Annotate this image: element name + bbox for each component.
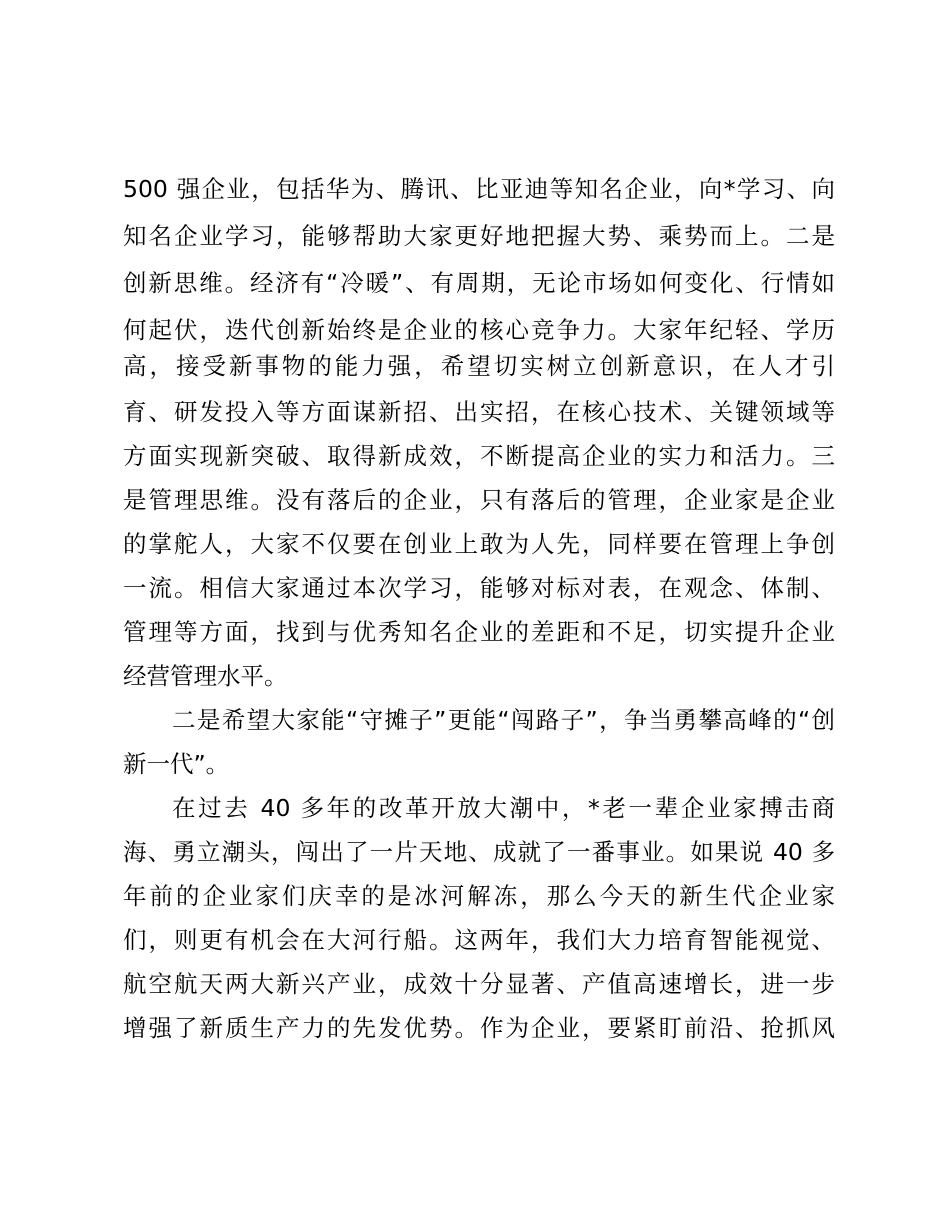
text-line: 在过去 40 多年的改革开放大潮中，*老一辈企业家搏击商 (172, 794, 835, 822)
text-line: 新一代”。 (123, 750, 230, 778)
text-line: 一流。相信大家通过本次学习，能够对标对表，在观念、体制、 (123, 574, 835, 602)
text-line: 方面实现新突破、取得新成效，不断提高企业的实力和活力。三 (123, 442, 835, 470)
text-line: 增强了新质生产力的先发优势。作为企业，要紧盯前沿、抢抓风 (123, 1014, 835, 1042)
text-line: 500 强企业，包括华为、腾讯、比亚迪等知名企业，向*学习、向 (123, 175, 835, 203)
text-line: 海、勇立潮头，闯出了一片天地、成就了一番事业。如果说 40 多 (123, 838, 835, 866)
text-line: 管理等方面，找到与优秀知名企业的差距和不足，切实提升企业 (123, 618, 835, 646)
text-line: 的掌舵人，大家不仅要在创业上敢为人先，同样要在管理上争创 (123, 530, 835, 558)
text-line: 们，则更有机会在大河行船。这两年，我们大力培育智能视觉、 (123, 926, 835, 954)
text-line: 经营管理水平。 (123, 662, 288, 690)
text-line: 二是希望大家能“守摊子”更能“闯路子”，争当勇攀高峰的“创 (172, 706, 835, 734)
text-line: 育、研发投入等方面谋新招、出实招，在核心技术、关键领域等 (123, 398, 835, 426)
text-line: 知名企业学习，能够帮助大家更好地把握大势、乘势而上。二是 (123, 222, 835, 250)
text-line: 高，接受新事物的能力强，希望切实树立创新意识，在人才引 (123, 352, 835, 380)
text-line: 年前的企业家们庆幸的是冰河解冻，那么今天的新生代企业家 (123, 882, 835, 910)
text-line: 航空航天两大新兴产业，成效十分显著、产值高速增长，进一步 (123, 970, 835, 998)
text-line: 创新思维。经济有“冷暖”、有周期，无论市场如何变化、行情如 (123, 269, 835, 297)
text-line: 何起伏，迭代创新始终是企业的核心竞争力。大家年纪轻、学历 (123, 316, 835, 344)
text-line: 是管理思维。没有落后的企业，只有落后的管理，企业家是企业 (123, 486, 835, 514)
